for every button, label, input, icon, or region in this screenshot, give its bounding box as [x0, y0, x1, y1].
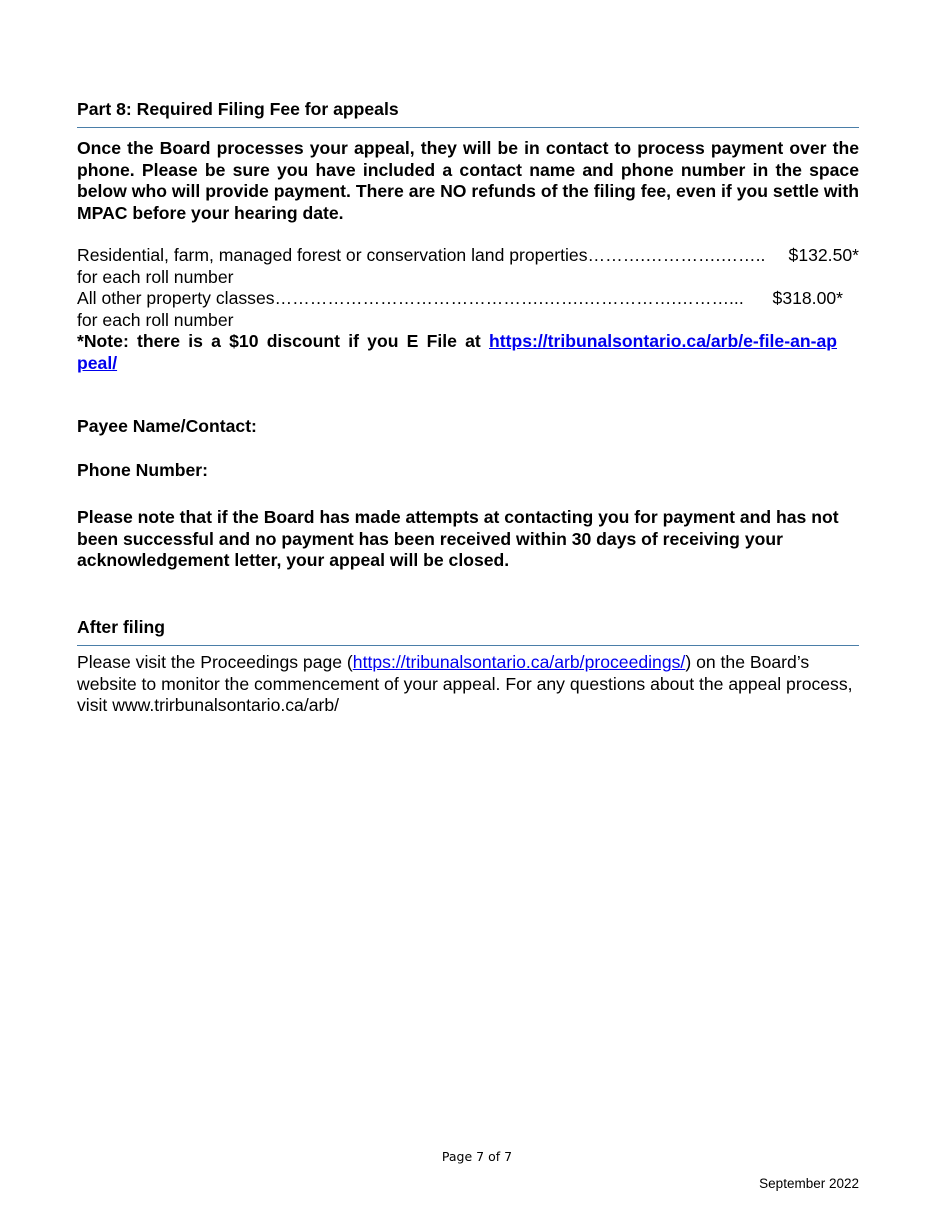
- after-filing-text: [77, 652, 859, 717]
- fee-residential-amount: $132.50*: [788, 245, 859, 265]
- after-filing-heading: After filing: [77, 617, 859, 646]
- discount-note-text: *Note: there is a $10 discount if you E File at: [77, 331, 481, 351]
- discount-note: [77, 331, 837, 374]
- fee-other-note: for each roll number: [77, 309, 234, 330]
- fee-other-dots: ……………………………………….…….…………….………...: [274, 288, 744, 308]
- payee-contact-label: Payee Name/Contact:: [77, 416, 257, 436]
- after-filing-text-end: ) on the Board’s website to monitor the commencement of your appeal. For any questions about the appeal process, visit www.trirbunalsontario.ca/arb/: [77, 652, 853, 715]
- fee-residential-dots: ……….………….……..: [587, 245, 766, 265]
- phone-number-label: Phone Number:: [77, 460, 208, 480]
- proceedings-link[interactable]: https://tribunalsontario.ca/arb/proceedings/: [352, 652, 686, 672]
- fee-residential-label: Residential, farm, managed forest or conservation land properties: [77, 245, 588, 265]
- fee-list: [77, 245, 859, 374]
- fee-other-label: All other property classes: [77, 288, 275, 308]
- e-file-link[interactable]: https://tribunalsontario.ca/arb/e-file-an-appeal/: [77, 331, 837, 373]
- fee-residential-note: for each roll number: [77, 266, 234, 287]
- fee-other: [77, 288, 843, 310]
- document-date: September 2022: [759, 1176, 859, 1191]
- closure-note: Please note that if the Board has made attempts at contacting you for payment and has not been successful and no payment has been received within 30 days of receiving your acknowledgement letter, your appeal will be closed.: [77, 507, 839, 570]
- payment-intro: Once the Board processes your appeal, they will be in contact to process payment over the phone. Please be sure you have included a contact name and phone number in the space below who will provide payment. There are NO refunds of the filing fee, even if you settle with MPAC before your hearing date.: [77, 138, 859, 223]
- fee-other-amount: $318.00*: [772, 288, 843, 308]
- fee-residential: [77, 245, 859, 267]
- part8-heading: Part 8: Required Filing Fee for appeals: [77, 99, 859, 128]
- page-number: Page 7 of 7: [441, 1149, 513, 1164]
- document-page: [77, 0, 859, 1230]
- after-filing-text-start: Please visit the Proceedings page (: [77, 652, 353, 672]
